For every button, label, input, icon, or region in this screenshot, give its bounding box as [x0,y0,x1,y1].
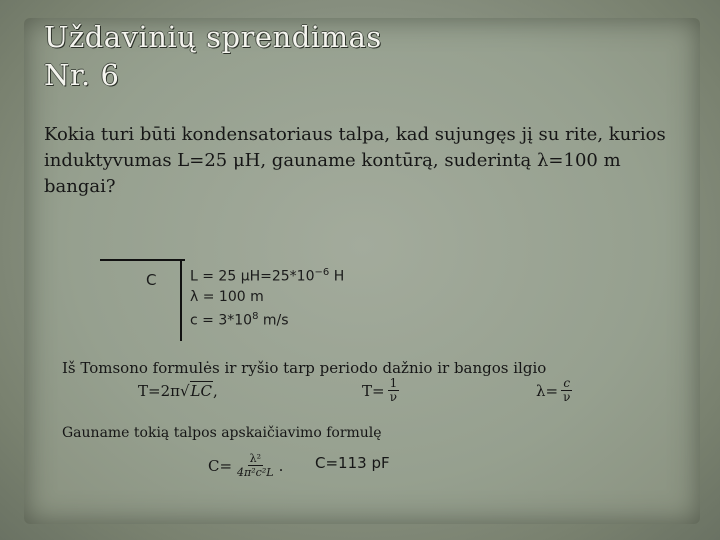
conclusion-text: Gauname tokią talpos apskaičiavimo formulę [62,425,382,441]
sqrt-sign: √ [179,381,190,400]
given-wavelength-text: λ = 100 m [190,288,264,305]
wavelength-numerator: c [563,376,571,390]
slide-title [44,18,382,94]
given-inductance [190,263,344,287]
thomson-tail: , [213,381,218,400]
period-fraction [388,377,400,404]
given-inductance-exponent: −6 [314,267,330,278]
wavelength-fraction [561,377,572,404]
period-numerator: 1 [389,376,398,390]
title-line-2: Nr. 6 [44,58,120,92]
given-wavelength [190,287,344,307]
given-divider-horizontal [100,259,185,261]
given-light-speed-text: c = 3*10 [190,312,253,329]
given-divider-vertical [180,259,182,341]
relations-intro: Iš Tomsono formulės ir ryšio tarp periodo dažnio ir bangos ilgio [62,359,547,377]
wavelength-formula [536,377,575,404]
capacitance-tail: . [278,456,284,475]
unknown-quantity: C [146,271,157,289]
title-line-1: Uždavinių sprendimas [44,20,382,54]
thomson-formula [138,381,218,400]
wavelength-denominator: ν [563,390,571,404]
capacitance-fraction [235,452,276,479]
capacitance-denominator: 4π²c²L [237,466,274,479]
thomson-radicand: LC [190,382,212,400]
given-values [190,263,344,330]
given-light-speed-exponent: 8 [252,310,259,322]
period-lhs: T= [362,381,385,400]
capacitance-formula [208,452,283,479]
capacitance-lhs: C= [208,456,233,475]
problem-statement: Kokia turi būti kondensatoriaus talpa, kad sujungęs jį su rite, kurios induktyvumas L=25 μH, gauname kontūrą, suderintą λ=100 m bangai? [44,124,666,197]
given-inductance-unit: H [329,268,345,285]
given-inductance-text: L = 25 μH=25*10 [190,268,315,285]
given-light-speed [190,307,344,331]
period-denominator: ν [389,390,398,404]
wavelength-lhs: λ= [536,381,559,400]
thomson-lhs: T=2π [138,381,180,400]
given-light-speed-unit: m/s [258,312,289,329]
period-formula [362,377,402,404]
capacitance-numerator: λ² [249,452,261,465]
capacitance-result: C=113 pF [315,454,390,472]
